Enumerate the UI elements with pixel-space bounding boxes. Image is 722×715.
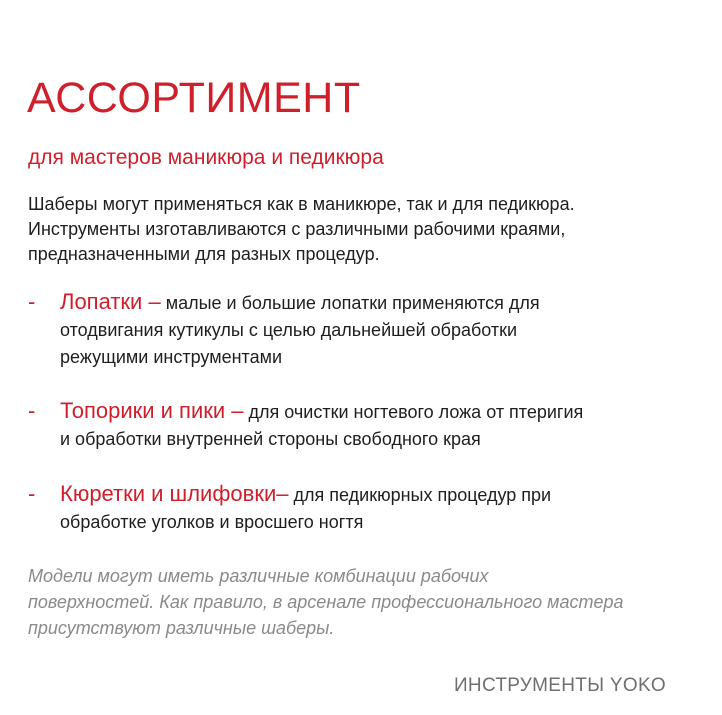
list-dash: -	[28, 289, 36, 314]
brand-footer: ИНСТРУМЕНТЫ YOKO	[453, 675, 666, 696]
intro-line: Инструменты изготавливаются с различными рабочими краями,	[28, 219, 566, 239]
list-item-text: для педикюрных процедур при	[288, 485, 552, 505]
intro-paragraph	[28, 192, 713, 267]
note-line: поверхностей. Как правило, в арсенале профессионального мастера	[28, 592, 624, 612]
list-item-text: режущими инструментами	[60, 347, 283, 367]
list-item-body	[60, 397, 720, 453]
list-dash: -	[28, 481, 36, 506]
list-item-first-line	[60, 480, 720, 509]
page-title: АССОРТИМЕНТ	[27, 74, 361, 122]
list-item-heading: Лопатки –	[60, 289, 161, 314]
page-subtitle: для мастеров маникюра и педикюра	[28, 146, 384, 169]
note-line: присутствуют различные шаберы.	[28, 618, 335, 638]
intro-line: предназначенными для разных процедур.	[28, 244, 380, 264]
list-item-first-line	[60, 288, 720, 317]
list-item-heading: Кюретки и шлифовки–	[60, 481, 289, 506]
list-item-text: и обработки внутренней стороны свободного края	[60, 429, 481, 449]
list-item-text: малые и большие лопатки применяются для	[160, 293, 540, 313]
list-item-text: для очистки ногтевого ложа от птеригия	[243, 402, 584, 422]
list-item-first-line	[60, 397, 720, 426]
list-item-text: обработке уголков и вросшего ногтя	[60, 512, 364, 532]
note-line: Модели могут иметь различные комбинации рабочих	[28, 566, 489, 586]
list-item-heading: Топорики и пики –	[60, 398, 244, 423]
list-item-text: отодвигания кутикулы с целью дальнейшей обработки	[60, 320, 518, 340]
list-dash: -	[28, 398, 36, 423]
note-paragraph	[28, 563, 624, 641]
list-item-body	[60, 288, 720, 371]
list-item-body	[60, 480, 720, 536]
intro-line: Шаберы могут применяться как в маникюре, так и для педикюра.	[28, 194, 575, 214]
